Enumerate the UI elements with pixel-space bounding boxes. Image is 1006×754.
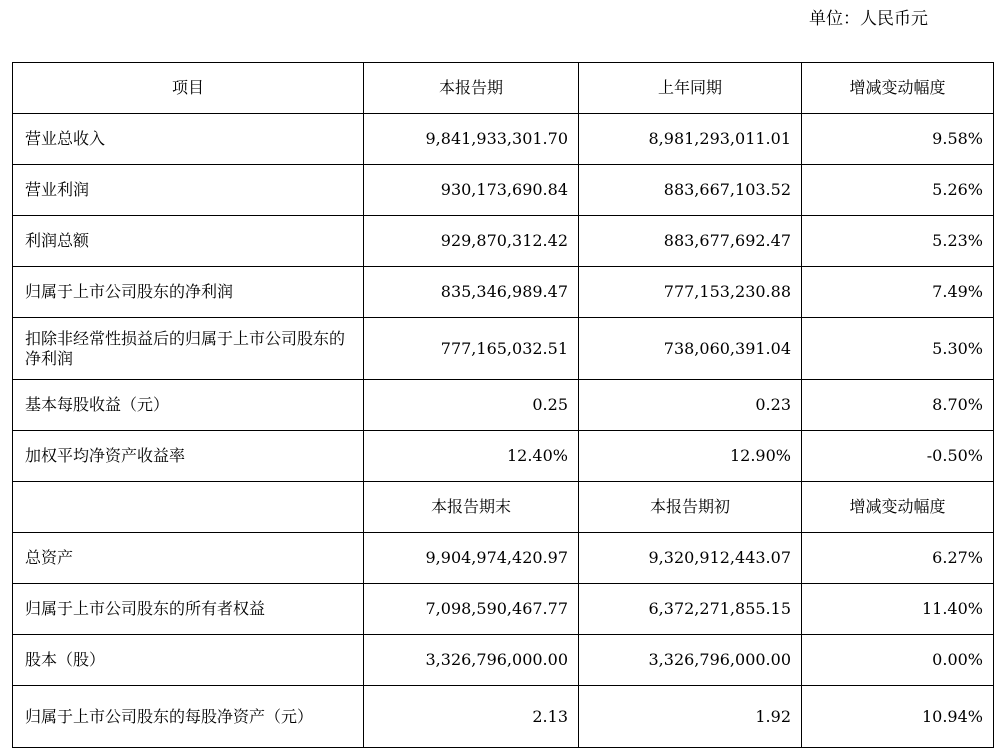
table-row	[13, 165, 994, 216]
table-row	[13, 216, 994, 267]
change-value: 10.94%	[802, 686, 994, 748]
previous-value: 777,153,230.88	[579, 267, 802, 318]
previous-value: 883,677,692.47	[579, 216, 802, 267]
unit-label: 单位：人民币元	[809, 9, 928, 29]
change-value: 7.49%	[802, 267, 994, 318]
previous-value: 0.23	[579, 380, 802, 431]
current-value: 835,346,989.47	[364, 267, 579, 318]
change-value: 9.58%	[802, 114, 994, 165]
table-subheader-row	[13, 482, 994, 533]
row-label: 基本每股收益（元）	[13, 380, 364, 431]
header-cell: 项目	[13, 63, 364, 114]
change-value: 6.27%	[802, 533, 994, 584]
previous-value: 883,667,103.52	[579, 165, 802, 216]
table-row	[13, 318, 994, 380]
change-value: 8.70%	[802, 380, 994, 431]
change-value: 5.26%	[802, 165, 994, 216]
current-value: 9,841,933,301.70	[364, 114, 579, 165]
header-cell	[13, 482, 364, 533]
row-label: 归属于上市公司股东的所有者权益	[13, 584, 364, 635]
previous-value: 8,981,293,011.01	[579, 114, 802, 165]
row-label: 加权平均净资产收益率	[13, 431, 364, 482]
header-cell: 上年同期	[579, 63, 802, 114]
current-value: 929,870,312.42	[364, 216, 579, 267]
current-value: 0.25	[364, 380, 579, 431]
header-cell: 增减变动幅度	[802, 63, 994, 114]
change-value: 5.23%	[802, 216, 994, 267]
change-value: 5.30%	[802, 318, 994, 380]
current-value: 930,173,690.84	[364, 165, 579, 216]
row-label: 归属于上市公司股东的净利润	[13, 267, 364, 318]
previous-value: 738,060,391.04	[579, 318, 802, 380]
current-value: 777,165,032.51	[364, 318, 579, 380]
row-label: 营业总收入	[13, 114, 364, 165]
table-row	[13, 267, 994, 318]
previous-value: 12.90%	[579, 431, 802, 482]
header-cell: 本报告期末	[364, 482, 579, 533]
table-row	[13, 533, 994, 584]
previous-value: 3,326,796,000.00	[579, 635, 802, 686]
table-row	[13, 431, 994, 482]
table-row	[13, 584, 994, 635]
previous-value: 1.92	[579, 686, 802, 748]
row-label: 总资产	[13, 533, 364, 584]
current-value: 9,904,974,420.97	[364, 533, 579, 584]
financial-summary-table	[12, 62, 994, 748]
change-value: -0.50%	[802, 431, 994, 482]
row-label: 营业利润	[13, 165, 364, 216]
table-row	[13, 635, 994, 686]
change-value: 11.40%	[802, 584, 994, 635]
header-cell: 本报告期	[364, 63, 579, 114]
table-row	[13, 380, 994, 431]
current-value: 2.13	[364, 686, 579, 748]
header-cell: 增减变动幅度	[802, 482, 994, 533]
row-label: 利润总额	[13, 216, 364, 267]
header-cell: 本报告期初	[579, 482, 802, 533]
current-value: 3,326,796,000.00	[364, 635, 579, 686]
previous-value: 9,320,912,443.07	[579, 533, 802, 584]
row-label: 股本（股）	[13, 635, 364, 686]
change-value: 0.00%	[802, 635, 994, 686]
row-label: 归属于上市公司股东的每股净资产（元）	[13, 686, 364, 748]
table-header-row	[13, 63, 994, 114]
row-label: 扣除非经常性损益后的归属于上市公司股东的净利润	[13, 318, 364, 380]
table-row	[13, 686, 994, 748]
previous-value: 6,372,271,855.15	[579, 584, 802, 635]
current-value: 7,098,590,467.77	[364, 584, 579, 635]
current-value: 12.40%	[364, 431, 579, 482]
table-row	[13, 114, 994, 165]
